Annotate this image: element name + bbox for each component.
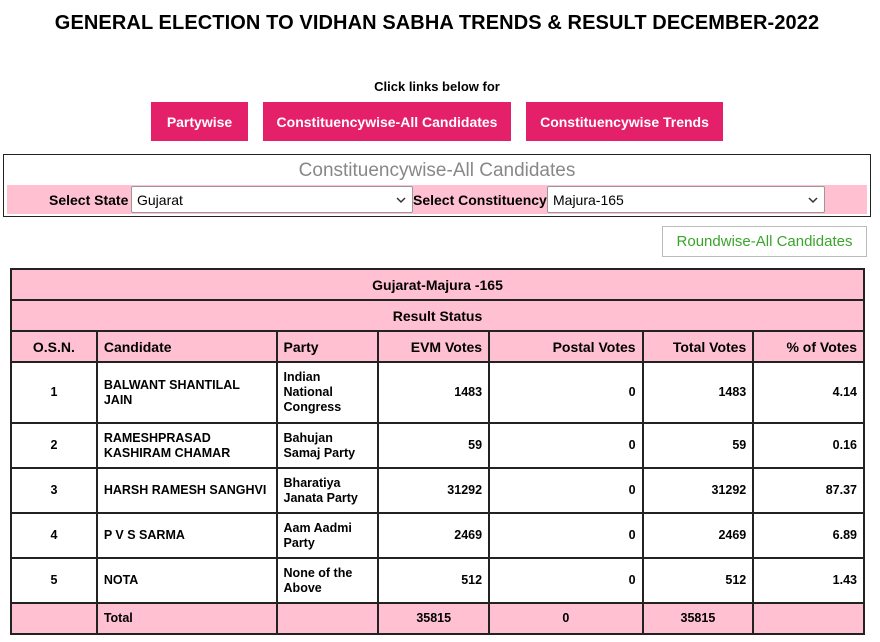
col-candidate: Candidate <box>97 331 277 362</box>
filter-title: Constituencywise-All Candidates <box>298 160 576 181</box>
total-total-votes: 35815 <box>643 603 754 634</box>
total-osn-cell <box>11 603 97 634</box>
postal-cell: 0 <box>489 362 643 423</box>
party-cell: Indian National Congress <box>277 362 379 423</box>
roundwise-all-candidates-link[interactable]: Roundwise-All Candidates <box>662 226 867 257</box>
total-party-cell <box>277 603 379 634</box>
col-total-votes: Total Votes <box>643 331 754 362</box>
candidate-cell: HARSH RAMESH SANGHVI <box>97 468 277 513</box>
page-title: GENERAL ELECTION TO VIDHAN SABHA TRENDS & RESULT DECEMBER-2022 <box>54 12 820 34</box>
evm-cell: 1483 <box>378 362 489 423</box>
col-evm-votes: EVM Votes <box>378 331 489 362</box>
total-row <box>11 603 864 634</box>
postal-cell: 0 <box>489 513 643 558</box>
state-select[interactable] <box>131 186 413 213</box>
table-heading: Gujarat-Majura -165 <box>11 269 864 300</box>
select-state-label: Select State <box>49 192 129 208</box>
evm-cell: 59 <box>378 423 489 468</box>
filter-bar <box>7 185 867 214</box>
evm-cell: 512 <box>378 558 489 603</box>
candidate-cell: NOTA <box>97 558 277 603</box>
chevron-down-icon <box>808 193 818 207</box>
postal-cell: 0 <box>489 468 643 513</box>
evm-cell: 2469 <box>378 513 489 558</box>
percent-cell: 0.16 <box>753 423 864 468</box>
total-cell: 59 <box>643 423 754 468</box>
partywise-button[interactable]: Partywise <box>151 102 248 141</box>
chevron-down-icon <box>396 193 406 207</box>
party-cell: Bahujan Samaj Party <box>277 423 379 468</box>
links-caption: Click links below for <box>374 79 500 94</box>
table-row <box>11 558 864 603</box>
osn-cell: 4 <box>11 513 97 558</box>
state-select-value: Gujarat <box>137 192 183 208</box>
total-cell: 31292 <box>643 468 754 513</box>
percent-cell: 87.37 <box>753 468 864 513</box>
total-cell: 2469 <box>643 513 754 558</box>
total-percent-cell <box>753 603 864 634</box>
results-table <box>10 268 865 635</box>
percent-cell: 1.43 <box>753 558 864 603</box>
total-postal-votes: 0 <box>489 603 643 634</box>
evm-cell: 31292 <box>378 468 489 513</box>
select-constituency-label: Select Constituency <box>413 192 547 208</box>
total-evm-votes: 35815 <box>378 603 489 634</box>
table-row <box>11 468 864 513</box>
table-row <box>11 362 864 423</box>
total-cell: 512 <box>643 558 754 603</box>
postal-cell: 0 <box>489 423 643 468</box>
party-cell: Bharatiya Janata Party <box>277 468 379 513</box>
filter-panel <box>3 154 871 217</box>
col-party: Party <box>277 331 379 362</box>
percent-cell: 6.89 <box>753 513 864 558</box>
total-cell: 1483 <box>643 362 754 423</box>
col-percent-votes: % of Votes <box>753 331 864 362</box>
constituency-select-value: Majura-165 <box>553 192 624 208</box>
result-status: Result Status <box>11 300 864 331</box>
col-osn: O.S.N. <box>11 331 97 362</box>
table-row <box>11 423 864 468</box>
osn-cell: 3 <box>11 468 97 513</box>
osn-cell: 5 <box>11 558 97 603</box>
table-row <box>11 513 864 558</box>
party-cell: Aam Aadmi Party <box>277 513 379 558</box>
osn-cell: 2 <box>11 423 97 468</box>
osn-cell: 1 <box>11 362 97 423</box>
constituencywise-trends-button[interactable]: Constituencywise Trends <box>526 102 723 141</box>
percent-cell: 4.14 <box>753 362 864 423</box>
candidate-cell: RAMESHPRASAD KASHIRAM CHAMAR <box>97 423 277 468</box>
postal-cell: 0 <box>489 558 643 603</box>
total-label: Total <box>97 603 277 634</box>
constituency-select[interactable] <box>547 186 825 213</box>
party-cell: None of the Above <box>277 558 379 603</box>
constituencywise-all-candidates-button[interactable]: Constituencywise-All Candidates <box>263 102 511 141</box>
col-postal-votes: Postal Votes <box>489 331 643 362</box>
candidate-cell: BALWANT SHANTILAL JAIN <box>97 362 277 423</box>
candidate-cell: P V S SARMA <box>97 513 277 558</box>
